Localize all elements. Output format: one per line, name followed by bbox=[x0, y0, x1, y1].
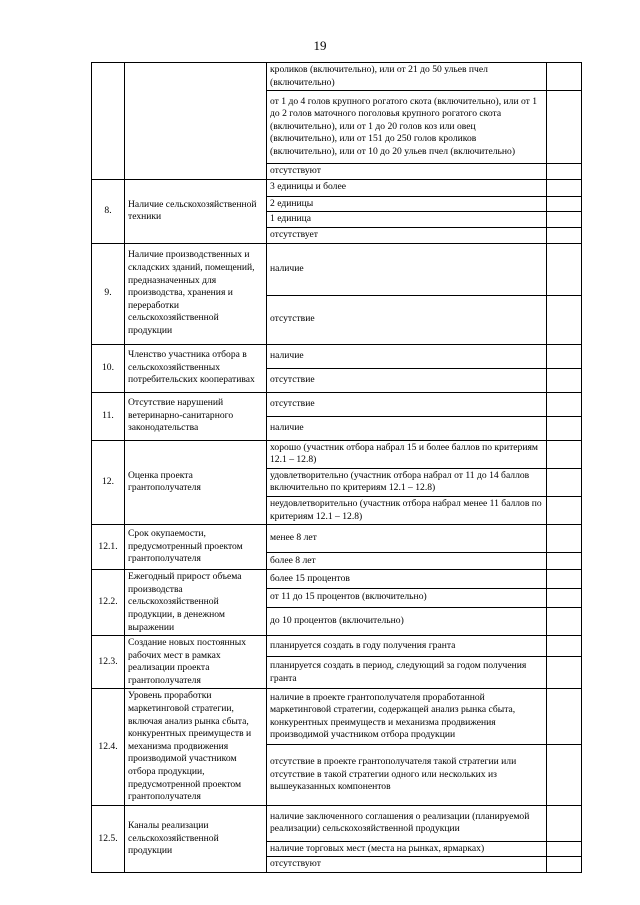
score-cell bbox=[547, 295, 582, 344]
criterion-option: отсутствие bbox=[267, 295, 547, 344]
criterion-option: наличие торговых мест (места на рынках, ярмарках) bbox=[267, 841, 547, 857]
table-row bbox=[92, 243, 582, 295]
criterion-option: кроликов (включительно), или от 21 до 50 ульев пчел (включительно) bbox=[267, 63, 547, 91]
score-cell bbox=[547, 91, 582, 164]
criterion-option: отсутствуют bbox=[267, 857, 547, 873]
score-cell bbox=[547, 745, 582, 806]
table-row bbox=[92, 805, 582, 841]
table-row bbox=[92, 525, 582, 553]
criterion-number: 12.1. bbox=[92, 525, 125, 570]
criterion-number: 12. bbox=[92, 440, 125, 525]
score-cell bbox=[547, 416, 582, 440]
table-row bbox=[92, 179, 582, 196]
score-cell bbox=[547, 243, 582, 295]
score-cell bbox=[547, 636, 582, 657]
criterion-option: наличие заключенного соглашения о реализации (планируемой реализации) сельскохозяйственной продукции bbox=[267, 805, 547, 841]
score-cell bbox=[547, 570, 582, 589]
criterion-option: планируется создать в период, следующий за годом получения гранта bbox=[267, 656, 547, 689]
criterion-option: планируется создать в году получения гранта bbox=[267, 636, 547, 657]
criterion-option: 3 единицы и более bbox=[267, 179, 547, 196]
criterion-name: Наличие производственных и складских зданий, помещений, предназначенных для производства, хранения и переработки сельскохозяйственной продукции bbox=[125, 243, 267, 344]
score-cell bbox=[547, 468, 582, 496]
criterion-option: наличие в проекте грантополучателя проработанной маркетинговой стратегии, содержащей анализ рынка сбыта, конкурентных преимуществ и механизма продвижения производимой участником отбора продукции bbox=[267, 689, 547, 745]
criterion-option: отсутствие bbox=[267, 392, 547, 416]
criterion-option: наличие bbox=[267, 344, 547, 368]
criterion-option: от 1 до 4 голов крупного рогатого скота (включительно), или от 1 до 2 голов маточного поголовья крупного рогатого скота (включительно), или от 1 до 20 голов коз или овец (включительно), или от 151 до 250 голов кроликов (включительно), или от 10 до 20 ульев пчел (включительно) bbox=[267, 91, 547, 164]
score-cell bbox=[547, 164, 582, 180]
criterion-name bbox=[125, 63, 267, 180]
criterion-number: 8. bbox=[92, 179, 125, 243]
criterion-option: наличие bbox=[267, 243, 547, 295]
score-cell bbox=[547, 196, 582, 212]
score-cell bbox=[547, 63, 582, 91]
score-cell bbox=[547, 179, 582, 196]
criterion-option: более 8 лет bbox=[267, 553, 547, 570]
table-row bbox=[92, 689, 582, 745]
score-cell bbox=[547, 588, 582, 607]
criterion-option: от 11 до 15 процентов (включительно) bbox=[267, 588, 547, 607]
table-row bbox=[92, 440, 582, 468]
criterion-number: 10. bbox=[92, 344, 125, 392]
criterion-number bbox=[92, 63, 125, 180]
criterion-option: отсутствие в проекте грантополучателя такой стратегии или отсутствие в такой стратегии одного или нескольких из вышеуказанных компонентов bbox=[267, 745, 547, 806]
score-cell bbox=[547, 689, 582, 745]
table-row bbox=[92, 63, 582, 91]
criterion-number: 12.5. bbox=[92, 805, 125, 872]
criterion-name: Срок окупаемости, предусмотренный проектом грантополучателя bbox=[125, 525, 267, 570]
criterion-name: Ежегодный прирост объема производства сельскохозяйственной продукции, в денежном выражении bbox=[125, 570, 267, 636]
criterion-name: Наличие сельскохозяйственной техники bbox=[125, 179, 267, 243]
criterion-name: Членство участника отбора в сельскохозяйственных потребительских кооперативах bbox=[125, 344, 267, 392]
criterion-option: более 15 процентов bbox=[267, 570, 547, 589]
criterion-option: удовлетворительно (участник отбора набрал от 11 до 14 баллов включительно по критериям 12.1 – 12.8) bbox=[267, 468, 547, 496]
table-row bbox=[92, 344, 582, 368]
table-row bbox=[92, 392, 582, 416]
table-row bbox=[92, 636, 582, 657]
score-cell bbox=[547, 525, 582, 553]
score-cell bbox=[547, 212, 582, 228]
criterion-option: 2 единицы bbox=[267, 196, 547, 212]
criterion-option: отсутствует bbox=[267, 227, 547, 243]
score-cell bbox=[547, 368, 582, 392]
score-cell bbox=[547, 841, 582, 857]
criterion-option: менее 8 лет bbox=[267, 525, 547, 553]
score-cell bbox=[547, 496, 582, 524]
criterion-name: Создание новых постоянных рабочих мест в рамках реализации проекта грантополучателя bbox=[125, 636, 267, 689]
score-cell bbox=[547, 440, 582, 468]
criterion-option: до 10 процентов (включительно) bbox=[267, 607, 547, 636]
page-number: 19 bbox=[313, 38, 327, 53]
criteria-table bbox=[91, 62, 582, 873]
criterion-name: Отсутствие нарушений ветеринарно-санитарного законодательства bbox=[125, 392, 267, 440]
table-row bbox=[92, 570, 582, 589]
criterion-number: 12.2. bbox=[92, 570, 125, 636]
criterion-name: Каналы реализации сельскохозяйственной продукции bbox=[125, 805, 267, 872]
score-cell bbox=[547, 857, 582, 873]
criterion-option: наличие bbox=[267, 416, 547, 440]
criterion-name: Оценка проекта грантополучателя bbox=[125, 440, 267, 525]
criterion-number: 11. bbox=[92, 392, 125, 440]
score-cell bbox=[547, 656, 582, 689]
criterion-number: 12.3. bbox=[92, 636, 125, 689]
criterion-option: хорошо (участник отбора набрал 15 и более баллов по критериям 12.1 – 12.8) bbox=[267, 440, 547, 468]
criterion-option: неудовлетворительно (участник отбора набрал менее 11 баллов по критериям 12.1 – 12.8) bbox=[267, 496, 547, 524]
criterion-option: отсутствие bbox=[267, 368, 547, 392]
score-cell bbox=[547, 553, 582, 570]
score-cell bbox=[547, 607, 582, 636]
criterion-number: 9. bbox=[92, 243, 125, 344]
criterion-number: 12.4. bbox=[92, 689, 125, 805]
criterion-option: 1 единица bbox=[267, 212, 547, 228]
criterion-option: отсутствуют bbox=[267, 164, 547, 180]
score-cell bbox=[547, 344, 582, 368]
criterion-name: Уровень проработки маркетинговой стратегии, включая анализ рынка сбыта, конкурентных преимуществ и механизма продвижения производимой участником отбора продукции, предусмотренной проектом грантополучателя bbox=[125, 689, 267, 805]
score-cell bbox=[547, 392, 582, 416]
score-cell bbox=[547, 805, 582, 841]
score-cell bbox=[547, 227, 582, 243]
